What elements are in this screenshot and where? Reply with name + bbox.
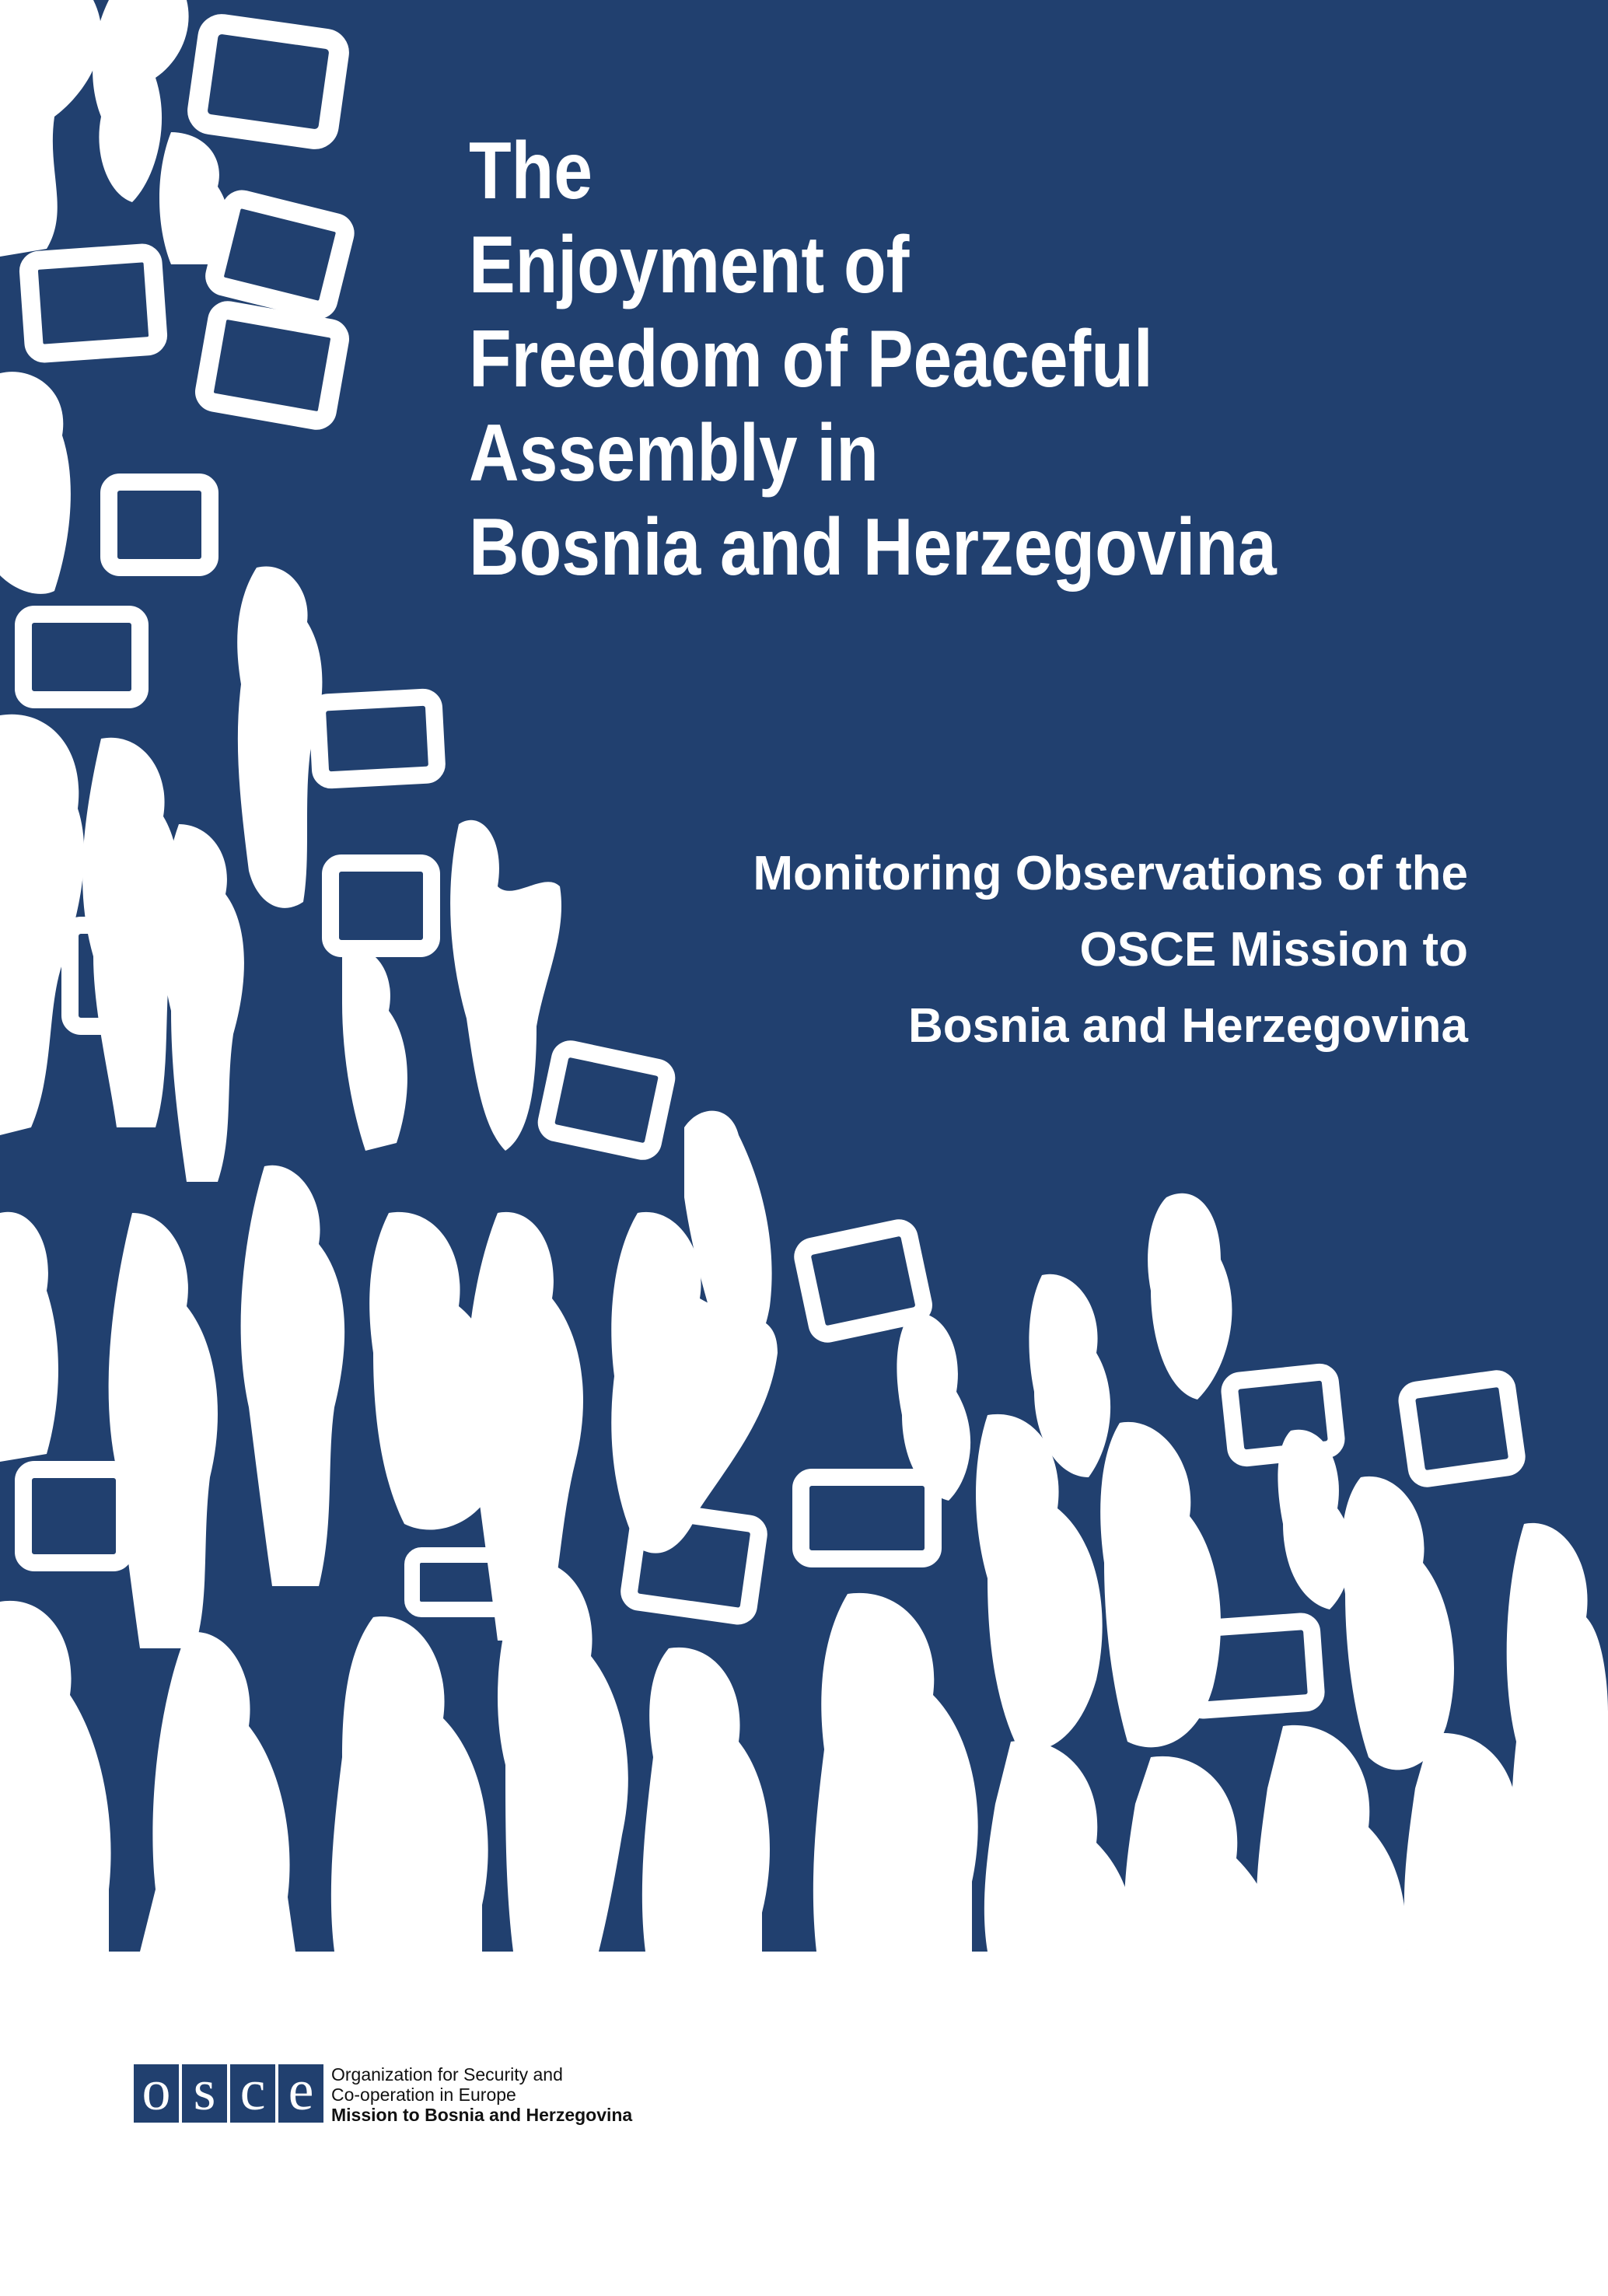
person-shape xyxy=(1278,1430,1351,1609)
person-shape xyxy=(162,824,244,1182)
placard-shape xyxy=(23,1470,124,1563)
organization-name xyxy=(331,2064,632,2125)
person-shape xyxy=(1124,1756,1275,1952)
cover-title xyxy=(469,124,1338,595)
osce-logo-letter: o xyxy=(134,2064,179,2123)
title-line: Assembly in xyxy=(469,408,879,498)
person-shape xyxy=(813,1593,978,1952)
osce-logo-block xyxy=(134,2058,633,2125)
person-shape xyxy=(1148,1193,1232,1400)
person-shape xyxy=(1100,1422,1221,1747)
title-line: Freedom of Peaceful xyxy=(469,314,1153,404)
person-shape xyxy=(642,1648,770,1952)
cover-subtitle xyxy=(457,836,1468,1064)
person-shape xyxy=(241,1165,345,1586)
title-line: Enjoyment of xyxy=(469,220,910,310)
person-shape xyxy=(342,947,407,1151)
placard-shape xyxy=(109,482,210,568)
person-shape xyxy=(159,132,229,264)
person-shape xyxy=(0,0,101,257)
person-shape xyxy=(984,1741,1135,1952)
subtitle-line: OSCE Mission to xyxy=(1079,923,1468,977)
person-shape xyxy=(498,1562,628,1952)
placard-shape xyxy=(28,253,159,355)
osce-logo-letter: e xyxy=(278,2064,323,2123)
person-shape xyxy=(0,1601,111,1952)
osce-logo-icon xyxy=(134,2058,323,2123)
person-shape xyxy=(331,1616,488,1952)
person-shape xyxy=(237,566,322,907)
person-shape xyxy=(1341,1476,1454,1770)
placard-shape xyxy=(212,197,347,313)
subtitle-line: Bosnia and Herzegovina xyxy=(907,999,1468,1053)
org-line: Co-operation in Europe xyxy=(331,2085,516,2105)
person-shape xyxy=(0,715,84,1135)
person-shape xyxy=(109,1213,218,1648)
placard-shape xyxy=(203,309,341,422)
osce-logo-letter: s xyxy=(182,2064,227,2123)
subtitle-line: Monitoring Observations of the xyxy=(753,847,1468,900)
mission-name: Mission to Bosnia and Herzegovina xyxy=(331,2105,633,2125)
person-shape xyxy=(0,1212,58,1462)
placard-shape xyxy=(330,863,432,949)
person-shape xyxy=(0,372,71,594)
person-shape xyxy=(140,1632,295,1952)
title-line: Bosnia and Herzegovina xyxy=(469,502,1277,592)
org-line: Organization for Security and xyxy=(331,2064,563,2085)
title-line: The xyxy=(469,126,593,216)
placard-shape xyxy=(1406,1378,1519,1480)
placard-shape xyxy=(801,1477,933,1559)
placard-shape xyxy=(316,697,437,781)
osce-logo-letter: c xyxy=(230,2064,275,2123)
person-shape xyxy=(1507,1523,1608,1952)
placard-shape xyxy=(196,23,341,141)
placard-shape xyxy=(23,614,140,700)
